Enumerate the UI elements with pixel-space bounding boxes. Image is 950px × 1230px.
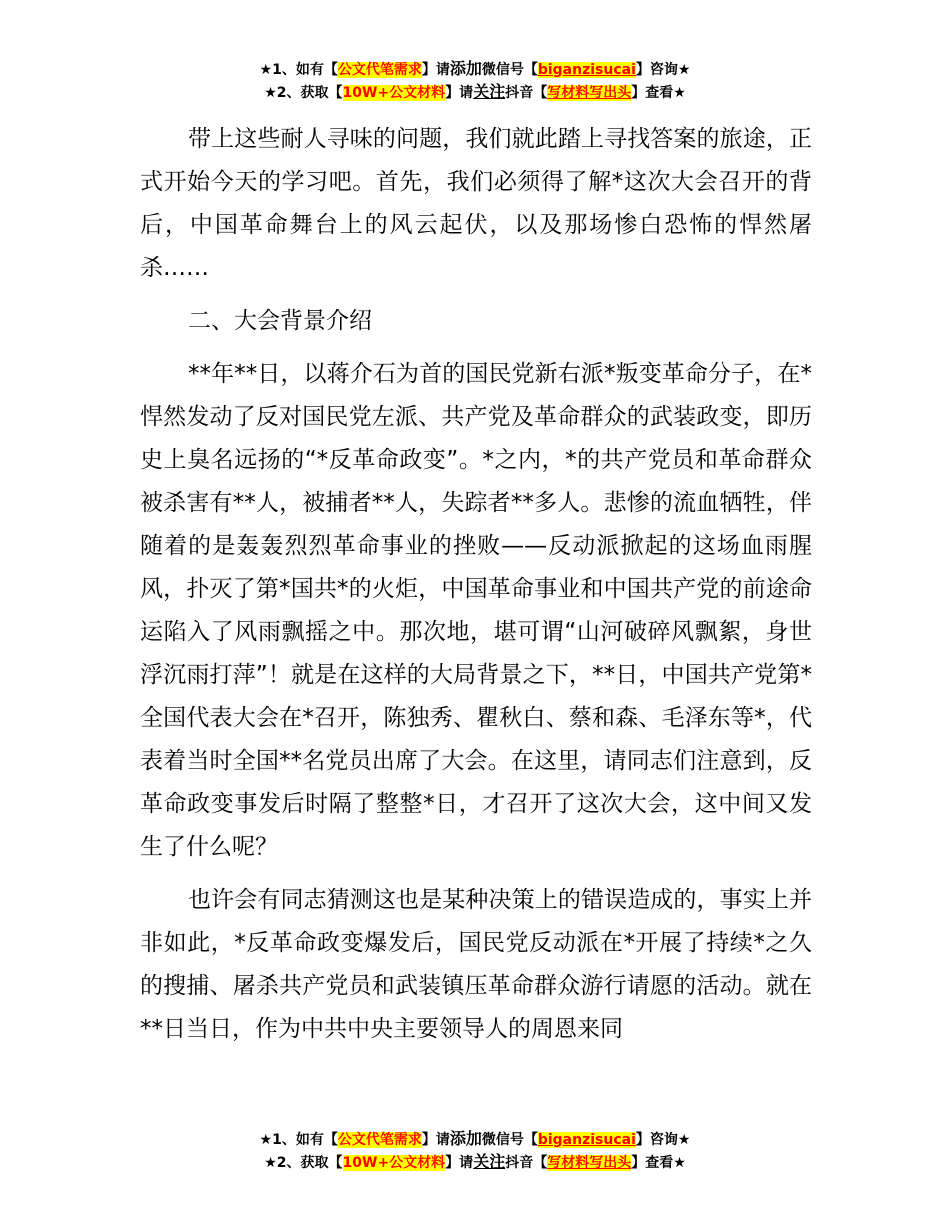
- banner-highlight-materials: 10W+公文材料: [342, 1155, 446, 1171]
- banner-highlight-ghostwriting: 公文代笔需求: [337, 62, 422, 78]
- paragraph-continuation: 也许会有同志猜测这也是某种决策上的错误造成的，事实上并非如此，*反革命政变爆发后，国民党反动派在*开展了持续*之久的搜捕、屠杀共产党员和武装镇压革命群众游行请愿的活动。就在**日当日，作为中共中央主要领导人的周恩来同: [140, 887, 813, 1042]
- banner-line1-suffix: 】咨询★: [635, 62, 691, 78]
- banner-line1-prefix: ★1、如有【: [259, 1132, 338, 1148]
- banner-line2-mid2: 抖音【: [505, 1155, 548, 1171]
- banner-line2-emph: 关注: [473, 1152, 506, 1171]
- banner-line2-mid1: 】请: [445, 85, 474, 101]
- banner-line2-mid2: 抖音【: [505, 85, 548, 101]
- banner-line-2: [0, 1151, 950, 1174]
- banner-highlight-wechat-id: biganzisucai: [537, 1132, 636, 1148]
- banner-highlight-douyin: 写材料写出头: [547, 1155, 632, 1171]
- banner-highlight-materials: 10W+公文材料: [342, 85, 446, 101]
- banner-line1-prefix: ★1、如有【: [259, 62, 338, 78]
- banner-line1-mid2: 微信号【: [481, 62, 538, 78]
- banner-highlight-douyin: 写材料写出头: [547, 85, 632, 101]
- banner-line2-prefix: ★2、获取【: [264, 85, 343, 101]
- paragraph-background: **年**日，以蒋介石为首的国民党新右派*叛变革命分子，在*悍然发动了反对国民党左派、共产党及革命群众的武装政变，即历史上臭名远扬的“*反革命政变”。*之内，*的共产党员和革命群众被杀害有**人，被捕者**人，失踪者**多人。悲惨的流血牺牲，伴随着的是轰轰烈烈革命事业的挫败——反动派掀起的这场血雨腥风，扑灭了第*国共*的火炬，中国革命事业和中国共产党的前途命运陷入了风雨飘摇之中。那次地，堪可谓“山河破碎风飘絮，身世浮沉雨打萍”！就是在这样的大局背景之下，**日，中国共产党第*全国代表大会在*召开，陈独秀、瞿秋白、蔡和森、毛泽东等*，代表着当时全国**名党员出席了大会。在这里，请同志们注意到，反革命政变事发后时隔了整整*日，才召开了这次大会，这中间又发生了什么呢？: [140, 361, 812, 860]
- header-banner: [0, 58, 950, 104]
- banner-line1-emph: 添加: [449, 59, 482, 78]
- banner-highlight-wechat-id: biganzisucai: [537, 62, 636, 78]
- banner-line-2: [0, 81, 950, 104]
- banner-line1-mid2: 微信号【: [481, 1132, 538, 1148]
- banner-line2-suffix: 】查看★: [631, 1155, 686, 1171]
- banner-line2-mid1: 】请: [445, 1155, 474, 1171]
- banner-highlight-ghostwriting: 公文代笔需求: [337, 1132, 422, 1148]
- banner-line1-emph: 添加: [449, 1129, 482, 1148]
- paragraph-intro: 带上这些耐人寻味的问题，我们就此踏上寻找答案的旅途，正式开始今天的学习吧。首先，我们必须得了解*这次大会召开的背后，中国革命舞台上的风云起伏，以及那场惨白恐怖的悍然屠杀……: [140, 126, 812, 281]
- banner-line1-mid1: 】请: [421, 1132, 450, 1148]
- section-heading: 二、大会背景介绍: [188, 308, 372, 334]
- banner-line2-suffix: 】查看★: [631, 85, 686, 101]
- footer-banner: [0, 1128, 950, 1174]
- banner-line-1: [0, 1128, 950, 1151]
- banner-line-1: [0, 58, 950, 81]
- banner-line1-suffix: 】咨询★: [635, 1132, 691, 1148]
- banner-line1-mid1: 】请: [421, 62, 450, 78]
- banner-line2-prefix: ★2、获取【: [264, 1155, 343, 1171]
- document-body: [140, 118, 812, 1061]
- banner-line2-emph: 关注: [473, 82, 506, 101]
